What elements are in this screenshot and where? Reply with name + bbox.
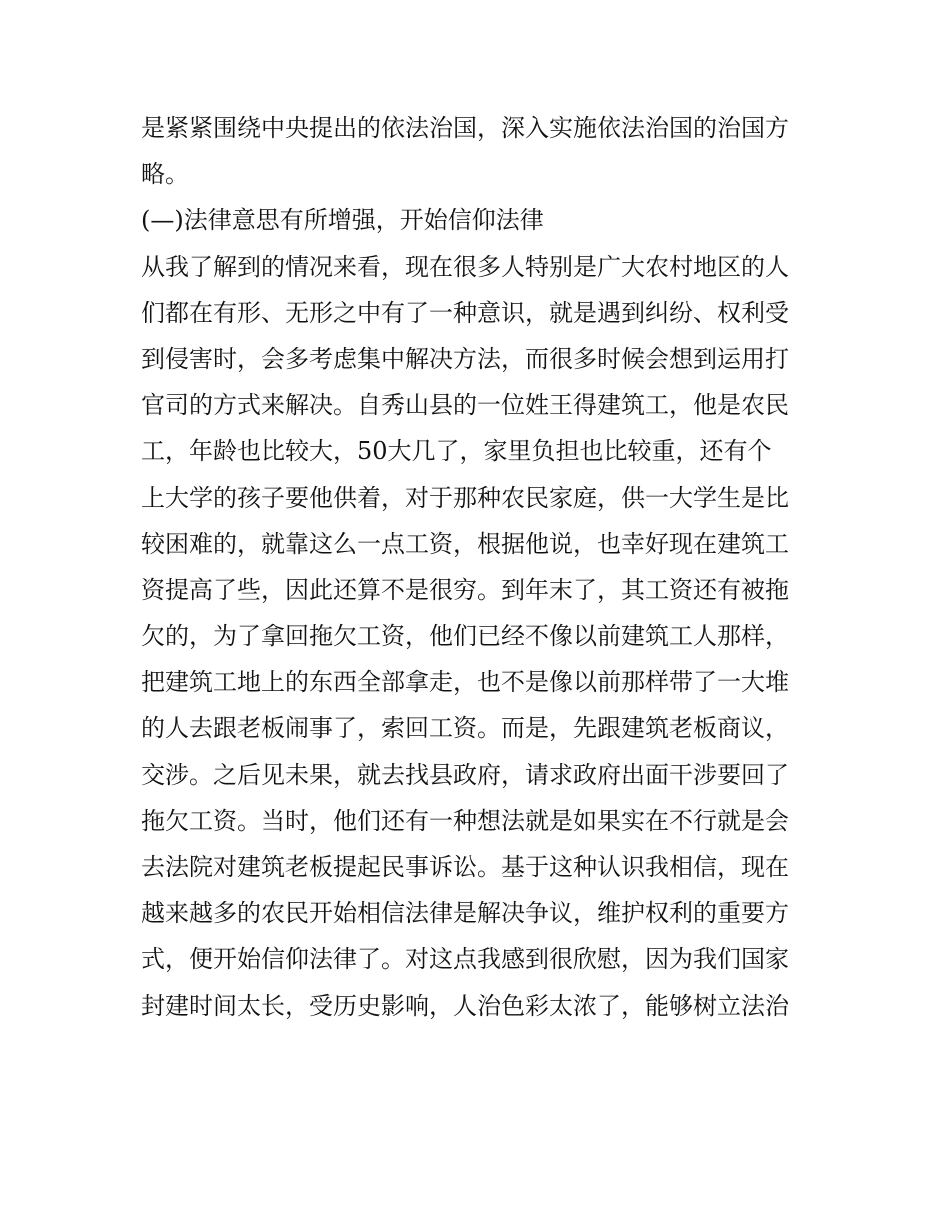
text-line: 略。 (141, 160, 189, 189)
text-line: 欠的，为了拿回拖欠工资，他们已经不像以前建筑工人那样， (141, 622, 789, 651)
text-line: 上大学的孩子要他供着，对于那种农民家庭，供一大学生是比 (141, 483, 789, 512)
text-line: 拖欠工资。当时，他们还有一种想法就是如果实在不行就是会 (141, 806, 789, 835)
text-line: 去法院对建筑老板提起民事诉讼。基于这种认识我相信，现在 (141, 853, 789, 881)
text-line: 到侵害时，会多考虑集中解决方法，而很多时候会想到运用打 (141, 344, 789, 373)
text-line: 把建筑工地上的东西全部拿走，也不是像以前那样带了一大堆 (141, 668, 789, 697)
text-line: 越来越多的农民开始相信法律是解决争议，维护权利的重要方 (141, 899, 789, 928)
text-line: 工，年龄也比较大，50大几了，家里负担也比较重，还有个 (141, 437, 772, 466)
text-line: 是紧紧围绕中央提出的依法治国，深入实施依法治国的治国方 (141, 114, 789, 142)
text-line: 式，便开始信仰法律了。对这点我感到很欣慰，因为我们国家 (141, 945, 789, 974)
section-heading: (—)法律意思有所增强，开始信仰法律 (141, 206, 544, 235)
text-line: 交涉。之后见未果，就去找县政府，请求政府出面干涉要回了 (141, 760, 789, 789)
text-line: 从我了解到的情况来看，现在很多人特别是广大农村地区的人 (141, 252, 789, 281)
body-text (141, 105, 821, 1029)
text-line: 们都在有形、无形之中有了一种意识，就是遇到纠纷、权利受 (141, 298, 789, 327)
text-line: 封建时间太长，受历史影响，人治色彩太浓了，能够树立法治 (141, 991, 789, 1020)
text-line: 的人去跟老板闹事了，索回工资。而是，先跟建筑老板商议， (141, 714, 789, 743)
text-line: 较困难的，就靠这么一点工资，根据他说，也幸好现在建筑工 (141, 529, 789, 558)
text-line: 官司的方式来解决。自秀山县的一位姓王得建筑工，他是农民 (141, 391, 789, 420)
text-line: 资提高了些，因此还算不是很穷。到年末了，其工资还有被拖 (141, 575, 789, 604)
